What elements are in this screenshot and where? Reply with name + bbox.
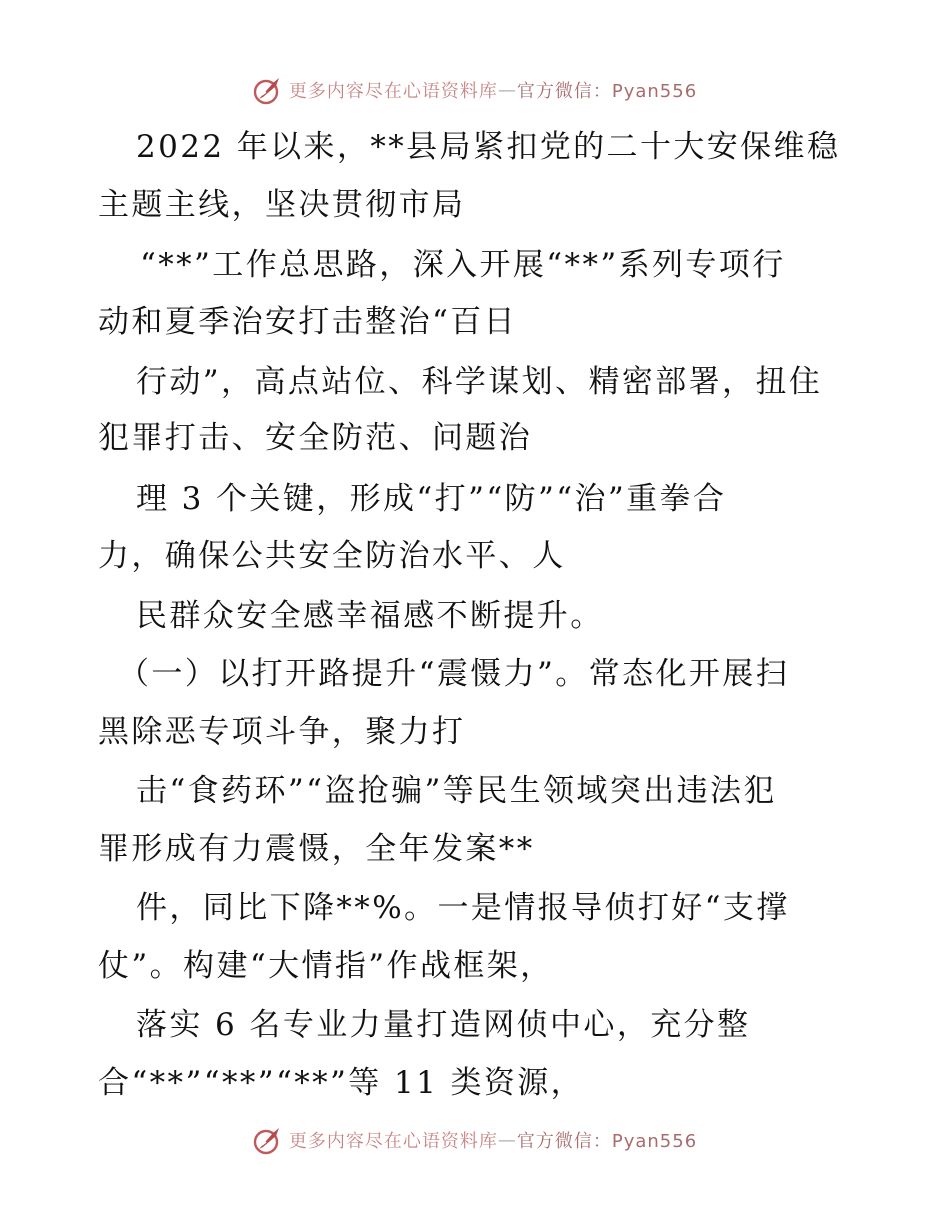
text-line: 落实 6 名专业力量打造网侦中心，充分整 [136, 1007, 751, 1043]
text-line: 击“食药环”“盗抢骗”等民生领域突出违法犯 [136, 773, 777, 809]
text-line: “**”工作总思路，深入开展“**”系列专项行 [140, 247, 786, 283]
text-line: 2022 年以来，**县局紧扣党的二十大安保维稳 [136, 129, 841, 165]
text-line: 民群众安全感幸福感不断提升。 [136, 598, 604, 634]
text-line: 件，同比下降**%。一是情报导侦打好“支撑 [136, 890, 790, 926]
quill-logo-icon [253, 1125, 283, 1155]
text-line: 动和夏季治安打击整治“百日 [98, 304, 518, 340]
text-line: 合“**”“**”“**”等 11 类资源， [98, 1065, 585, 1101]
text-line: 罪形成有力震慑，全年发案** [98, 831, 535, 867]
watermark-title: 更多内容尽在心语资料库 [288, 1131, 498, 1152]
text-line: 犯罪打击、安全防范、问题治 [98, 420, 533, 456]
text-line: 黑除恶专项斗争，聚力打 [98, 714, 466, 750]
watermark-bottom [0, 1120, 950, 1160]
watermark-separator: — [497, 79, 517, 101]
text-line: （一）以打开路提升“震慑力”。常态化开展扫 [118, 656, 790, 692]
text-line: 主题主线，坚决贯彻市局 [98, 187, 466, 223]
text-line: 行动”，高点站位、科学谋划、精密部署，扭住 [136, 364, 823, 400]
watermark-contact: 官方微信：Pyan556 [516, 81, 698, 102]
watermark-separator: — [497, 1129, 517, 1151]
text-line: 理 3 个关键，形成“打”“防”“治”重拳合 [136, 481, 727, 517]
watermark-title: 更多内容尽在心语资料库 [288, 81, 498, 102]
text-line: 仗”。构建“大情指”作战框架， [98, 948, 554, 984]
text-line: 力，确保公共安全防治水平、人 [98, 538, 566, 574]
watermark-contact: 官方微信：Pyan556 [516, 1131, 698, 1152]
